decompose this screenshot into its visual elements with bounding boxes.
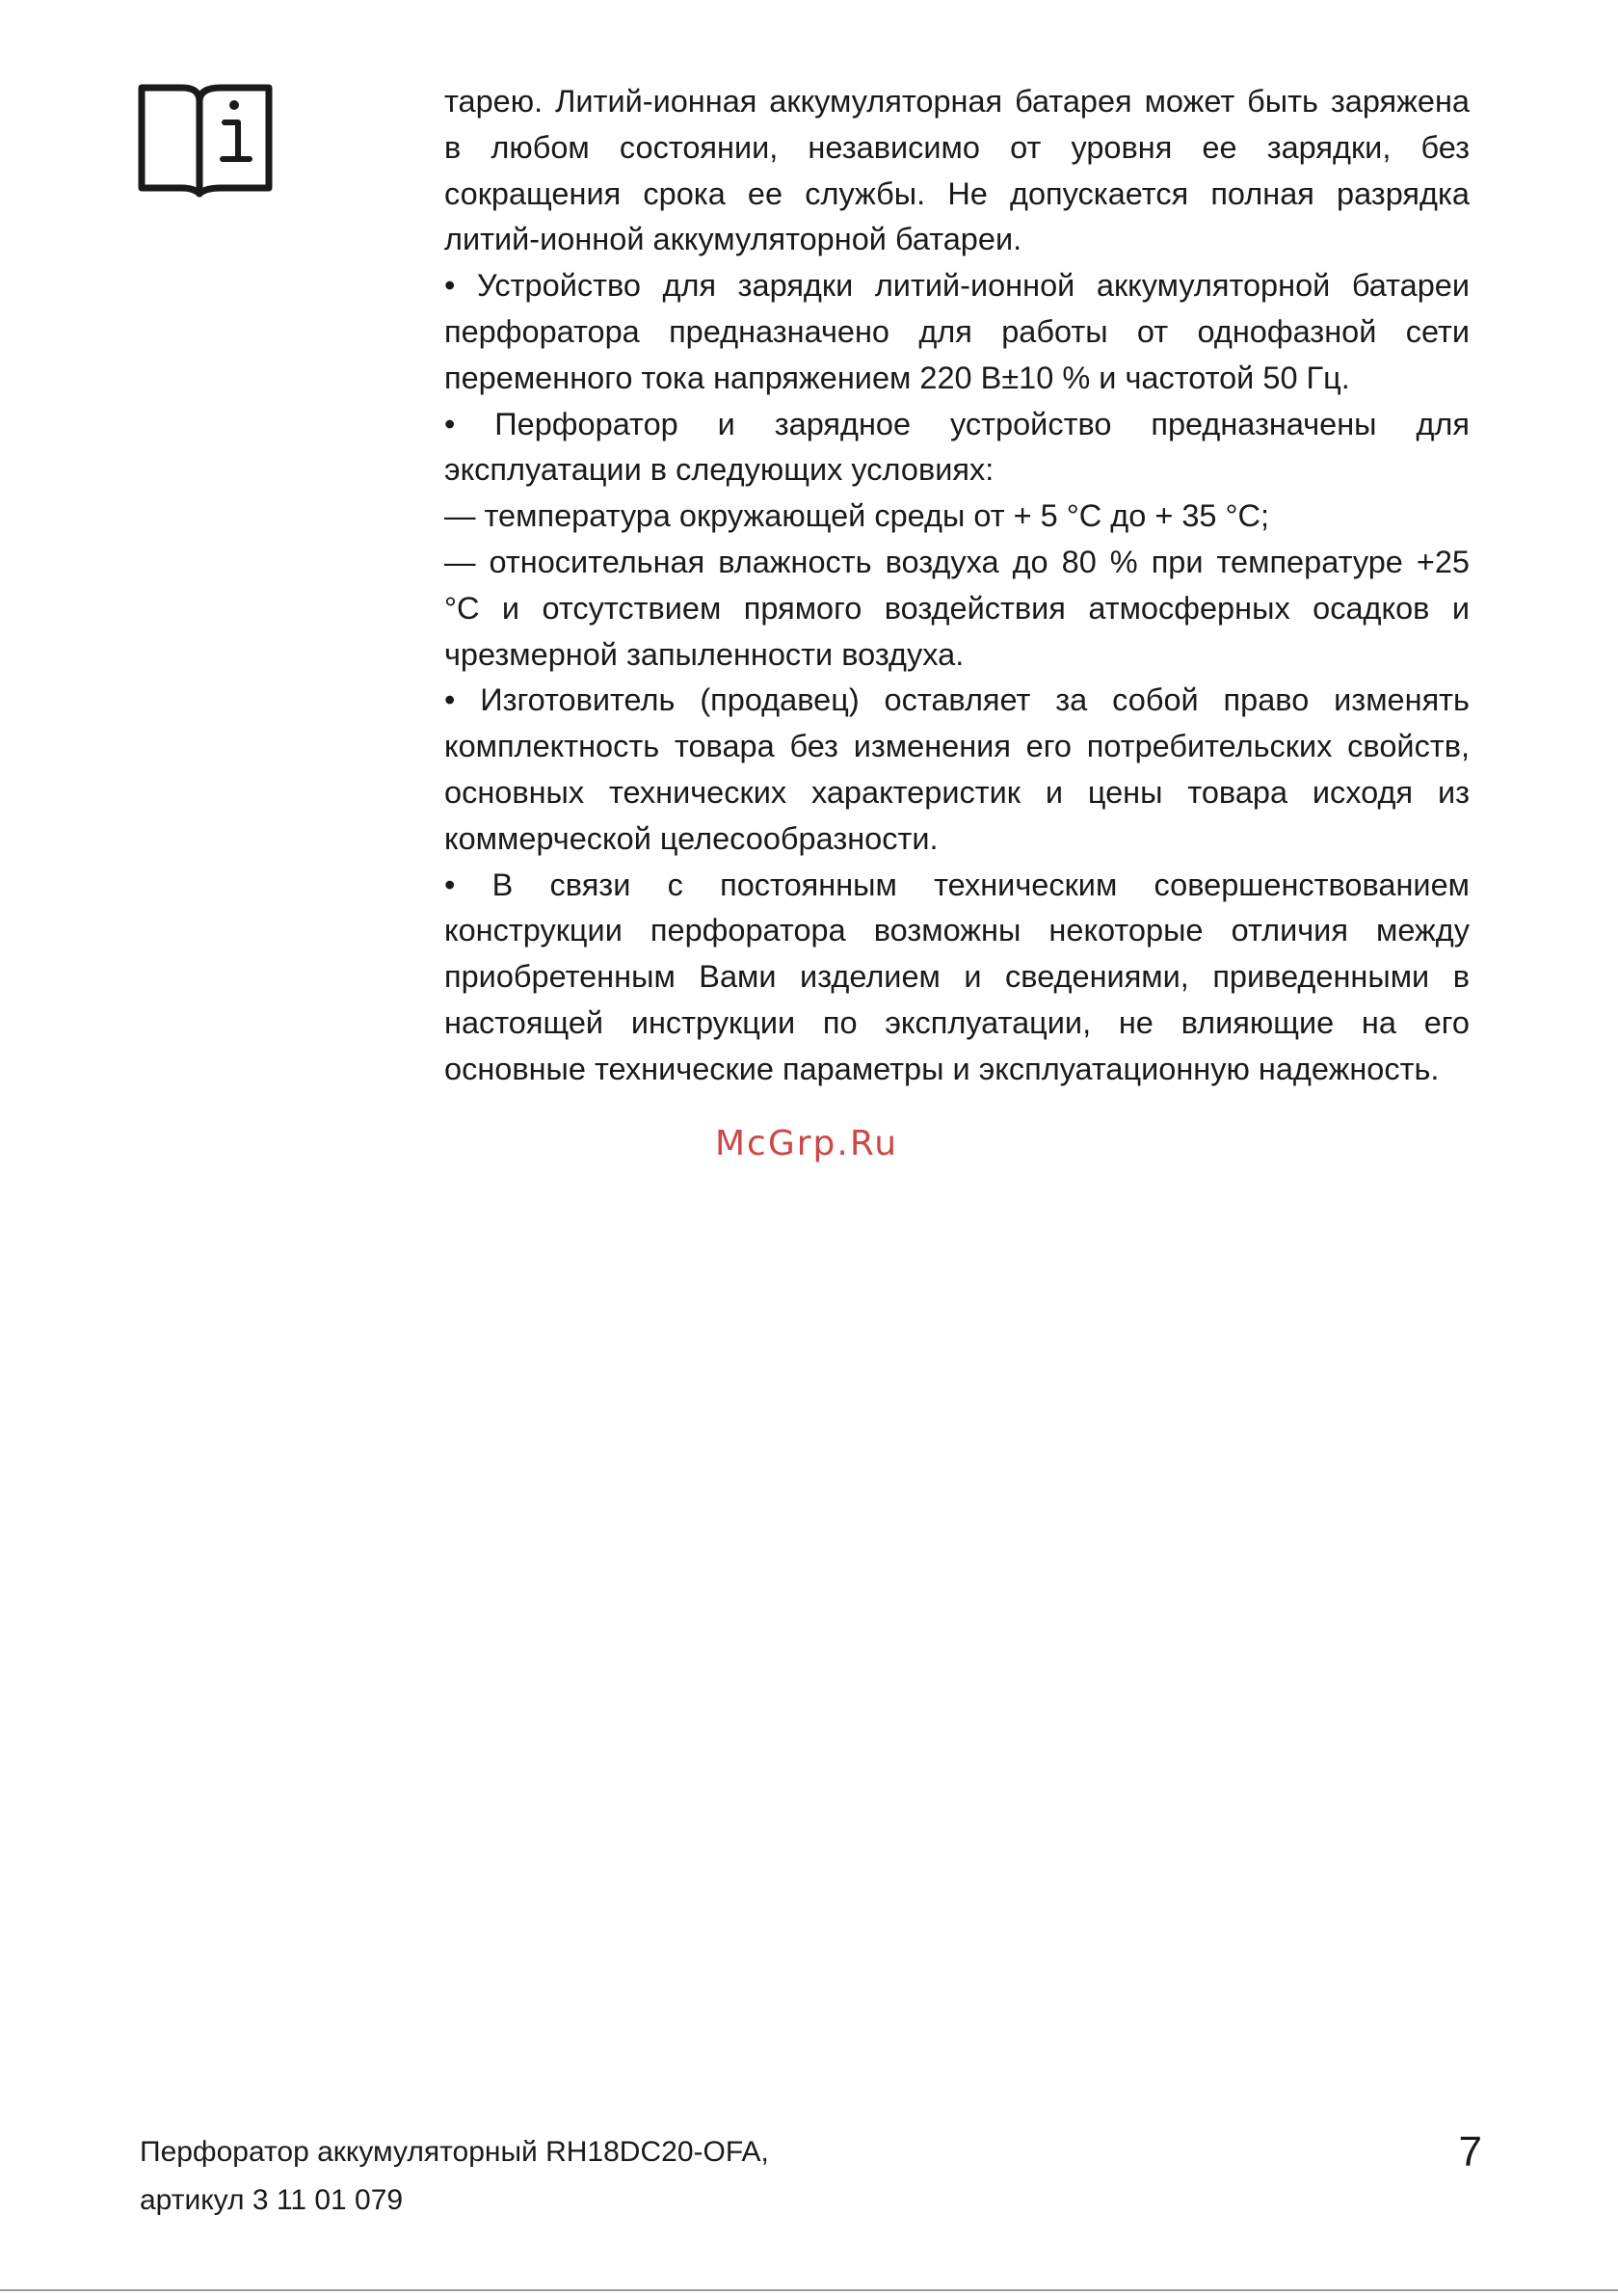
watermark: McGrp.Ru [715, 1124, 899, 1163]
paragraph-battery-charging: тарею. Литий-ионная аккумуляторная батарея может быть заряжена в любом состоянии, независимо от уровня ее зарядки, без сокращения срока ее службы. Не допускается полная разрядка литий-ионной аккумуляторной батареи. [444, 84, 1470, 257]
info-book-icon [138, 84, 273, 200]
instruction-text [444, 79, 1470, 1093]
paragraph-operating-conditions: • Перфоратор и зарядное устройство предназначены для эксплуатации в следующих условиях: [444, 406, 1470, 488]
paragraph-humidity: — относительная влажность воздуха до 80 % при температуре +25 °С и отсутствием прямого воздействия атмосферных осадков и чрезмерной запыленности воздуха. [444, 544, 1470, 672]
paragraph-charger-power: • Устройство для зарядки литий-ионной аккумуляторной батареи перфоратора предназначено для работы от однофазной сети переменного тока напряжением 220 В±10 % и частотой 50 Гц. [444, 268, 1470, 395]
paragraph-temperature: — температура окружающей среды от + 5 °С до + 35 °С; [444, 498, 1270, 534]
footer-article-number: артикул 3 11 01 079 [140, 2184, 404, 2216]
footer-product-name: Перфоратор аккумуляторный RH18DC20-OFA, [140, 2136, 769, 2168]
bottom-divider [0, 2289, 1618, 2291]
page-number: 7 [1458, 2128, 1482, 2176]
book-info-icon [138, 84, 273, 200]
footer-product-info [140, 2128, 769, 2225]
paragraph-manufacturer-rights: • Изготовитель (продавец) оставляет за собой право изменять комплектность товара без изменения его потребительских свойств, основных технических характеристик и цены товара исходя из коммерческой целесообразности. [444, 682, 1470, 856]
paragraph-design-changes: • В связи с постоянным техническим совершенствованием конструкции перфоратора возможны некоторые отличия между приобретенным Вами изделием и сведениями, приведенными в настоящей инструкции по эксплуатации, не влияющие на его основные технические параметры и эксплуатационную надежность. [444, 867, 1470, 1086]
